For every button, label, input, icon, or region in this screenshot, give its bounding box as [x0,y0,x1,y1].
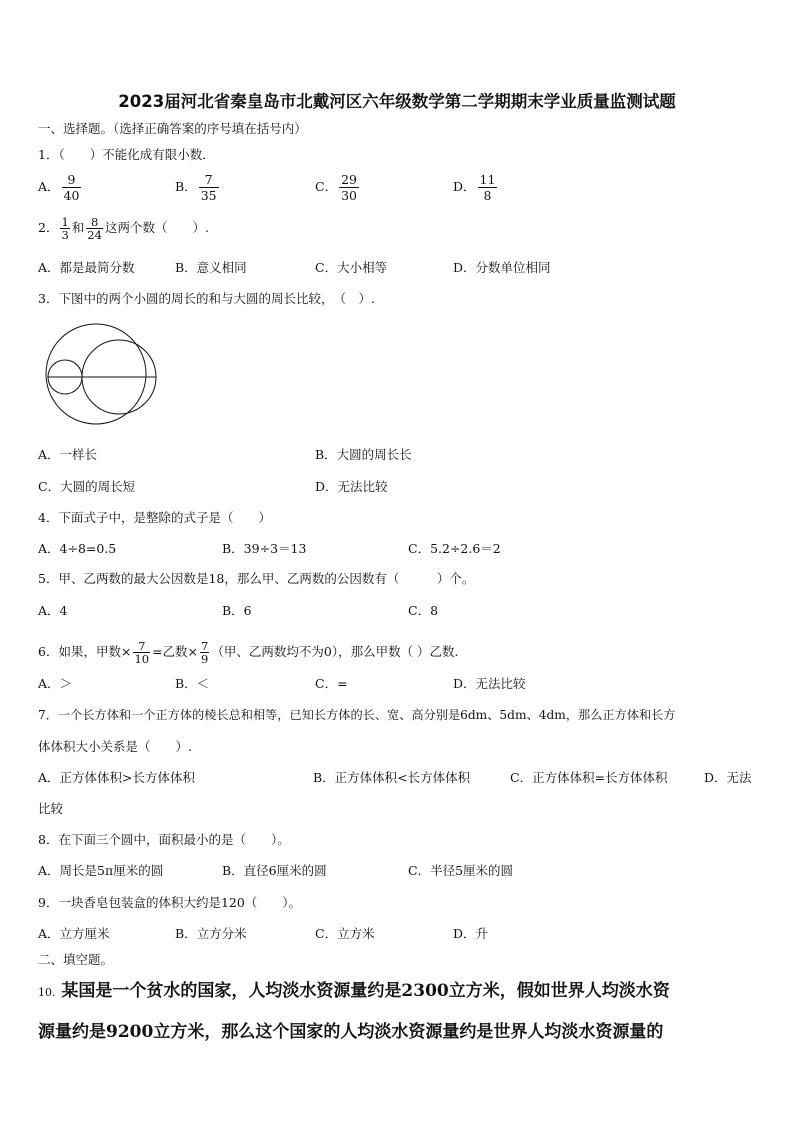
q6-option-a: A．＞ [38,676,73,691]
q9-option-a: A．立方厘米 [38,926,110,941]
question-1-stem: 1．（ ）不能化成有限小数． [38,147,215,162]
q7-option-d-wrap: 比较 [38,801,64,816]
q2-option-c: C．大小相等 [315,260,388,275]
q5-option-a: A．4 [38,603,68,618]
q9-option-d: D．升 [453,926,489,941]
q8-option-b: B．直径6厘米的圆 [222,863,327,878]
q8-option-c: C．半径5厘米的圆 [408,863,514,878]
q1-option-c: C． $\frac{29}{30}$ [315,172,357,203]
q4-option-a: A．4÷8=0.5 [38,541,117,556]
question-8-stem: 8．在下面三个圆中，面积最小的是（ ）。 [38,832,290,847]
page-title: 2023届河北省秦皇岛市北戴河区六年级数学第二学期期末学业质量监测试题 [118,92,676,111]
q6-option-c: C．= [315,676,348,691]
question-3-stem: 3．下图中的两个小圆的周长的和与大圆的周长比较， （ ）. [38,291,375,306]
q2-option-b: B．意义相同 [175,260,247,275]
q9-option-b: B．立方分米 [175,926,247,941]
question-10-line1: 10. 某国是一个贫水的国家，人均淡水资源量约是2300立方米，假如世界人均淡水资 [38,981,670,1001]
question-7-stem-line2: 体体积大小关系是（ ）. [38,739,192,754]
q3-option-d: D．无法比较 [315,479,388,494]
question-5-stem: 5．甲、乙两数的最大公因数是18，那么甲、乙两数的公因数有（ ）个。 [38,571,475,586]
section-fill-heading: 二、填空题。 [38,952,114,967]
q7-option-b: B．正方体体积<长方体体积 [313,770,471,785]
q7-option-c: C．正方体体积=长方体体积 [510,770,668,785]
question-10-line2: 源量约是9200立方米，那么这个国家的人均淡水资源量约是世界人均淡水资源量的 [38,1022,664,1042]
q5-option-c: C．8 [408,603,439,618]
q2-option-a: A．都是最简分数 [38,260,135,275]
question-4-stem: 4．下面式子中，是整除的式子是（ ） [38,510,271,525]
q7-option-d: D．无法 [704,770,752,785]
q7-option-a: A．正方体体积>长方体体积 [38,770,196,785]
question-2-stem: 2． $\frac{1}{3}$ 和 $\frac{8}{24}$ 这两个数（ ）. [38,215,209,242]
circles-figure [44,322,166,426]
q3-option-a: A．一样长 [38,447,98,462]
section-choice-heading: 一、选择题。（选择正确答案的序号填在括号内） [38,121,307,136]
q4-option-c: C．5.2÷2.6＝2 [408,541,501,556]
q1-option-b: B． $\frac{7}{35}$ [175,172,217,203]
q1-option-d: D． $\frac{11}{8}$ [453,172,496,203]
q3-option-c: C．大圆的周长短 [38,479,136,494]
question-9-stem: 9．一块香皂包装盒的体积大约是120（ ）。 [38,895,302,910]
q6-option-d: D．无法比较 [453,676,526,691]
q3-option-b: B．大圆的周长长 [315,447,412,462]
big-circle [46,324,146,424]
q8-option-a: A．周长是5π厘米的圆 [38,863,164,878]
question-7-stem-line1: 7．一个长方体和一个正方体的棱长总和相等，已知长方体的长、宽、高分别是6dm、5dm、4dm，那么正方体和长方 [38,708,676,722]
q9-option-c: C．立方米 [315,926,375,941]
q5-option-b: B．6 [222,603,252,618]
q2-option-d: D．分数单位相同 [453,260,551,275]
q1-option-a: A． $\frac{9}{40}$ [38,172,80,203]
q6-option-b: B．＜ [175,676,210,691]
question-6-stem: 6．如果，甲数× $\frac{7}{10}$ =乙数× $\frac{7}{9}$ （甲、乙两数均不为0），那么甲数（ ）乙数. [38,639,459,666]
q4-option-b: B．39÷3＝13 [222,541,307,556]
